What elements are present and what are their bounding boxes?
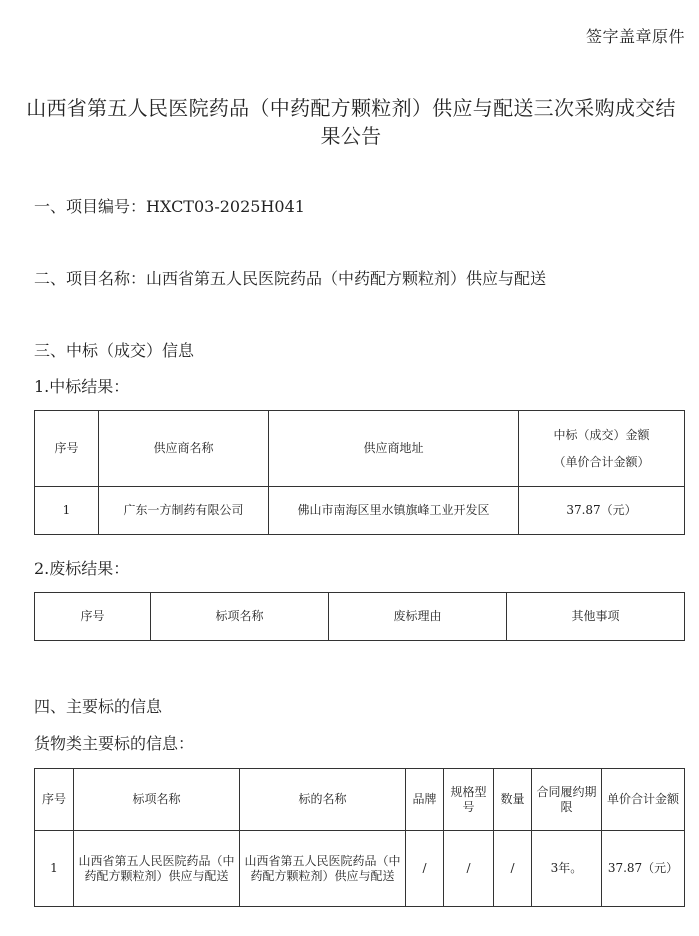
header-lot-name: 标项名称 [151,593,329,641]
header-void-reason: 废标理由 [329,593,507,641]
original-signed-note: 签字盖章原件 [585,27,685,46]
header-brand: 品牌 [406,769,444,831]
header-subject-name: 标的名称 [240,769,406,831]
header-award-amount-line1: 中标（成交）金额 [553,427,650,442]
void-table [34,592,685,641]
header-unit-total: 单价合计金额 [602,769,685,831]
award-result-heading: 1.中标结果： [34,377,130,396]
header-supplier-address: 供应商地址 [269,411,519,487]
header-award-amount [519,411,685,487]
header-other-matters: 其他事项 [507,593,685,641]
page-title: 山西省第五人民医院药品（中药配方颗粒剂）供应与配送三次采购成交结果公告 [26,96,676,148]
goods-subject-heading: 货物类主要标的信息： [34,734,195,753]
header-quantity: 数量 [494,769,532,831]
cell-award-amount: 37.87（元） [519,487,685,535]
header-award-amount-line2: （单价合计金额） [553,454,650,469]
header-index: 序号 [35,411,99,487]
cell-spec-model: / [444,831,494,907]
table-row [35,487,685,535]
cell-supplier-address: 佛山市南海区里水镇旗峰工业开发区 [269,487,519,535]
table-header-row [35,593,685,641]
cell-unit-total: 37.87（元） [602,831,685,907]
award-info-heading: 三、中标（成交）信息 [34,341,195,360]
table-header-row [35,769,685,831]
goods-table [34,768,685,907]
project-name: 二、项目名称：山西省第五人民医院药品（中药配方颗粒剂）供应与配送 [34,269,547,288]
cell-quantity: / [494,831,532,907]
table-row [35,831,685,907]
cell-subject-name: 山西省第五人民医院药品（中药配方颗粒剂）供应与配送 [240,831,406,907]
cell-index: 1 [35,831,74,907]
main-subject-heading: 四、主要标的信息 [34,697,163,716]
header-lot-name: 标项名称 [74,769,240,831]
cell-contract-term: 3年。 [532,831,602,907]
cell-lot-name: 山西省第五人民医院药品（中药配方颗粒剂）供应与配送 [74,831,240,907]
project-number: 一、项目编号：HXCT03-2025H041 [34,197,305,216]
header-spec-model: 规格型号 [444,769,494,831]
cell-brand: / [406,831,444,907]
cell-index: 1 [35,487,99,535]
header-supplier-name: 供应商名称 [99,411,269,487]
header-index: 序号 [35,593,151,641]
award-table [34,410,685,535]
cell-supplier-name: 广东一方制药有限公司 [99,487,269,535]
header-contract-term: 合同履约期限 [532,769,602,831]
void-result-heading: 2.废标结果： [34,559,130,578]
table-header-row [35,411,685,487]
header-index: 序号 [35,769,74,831]
